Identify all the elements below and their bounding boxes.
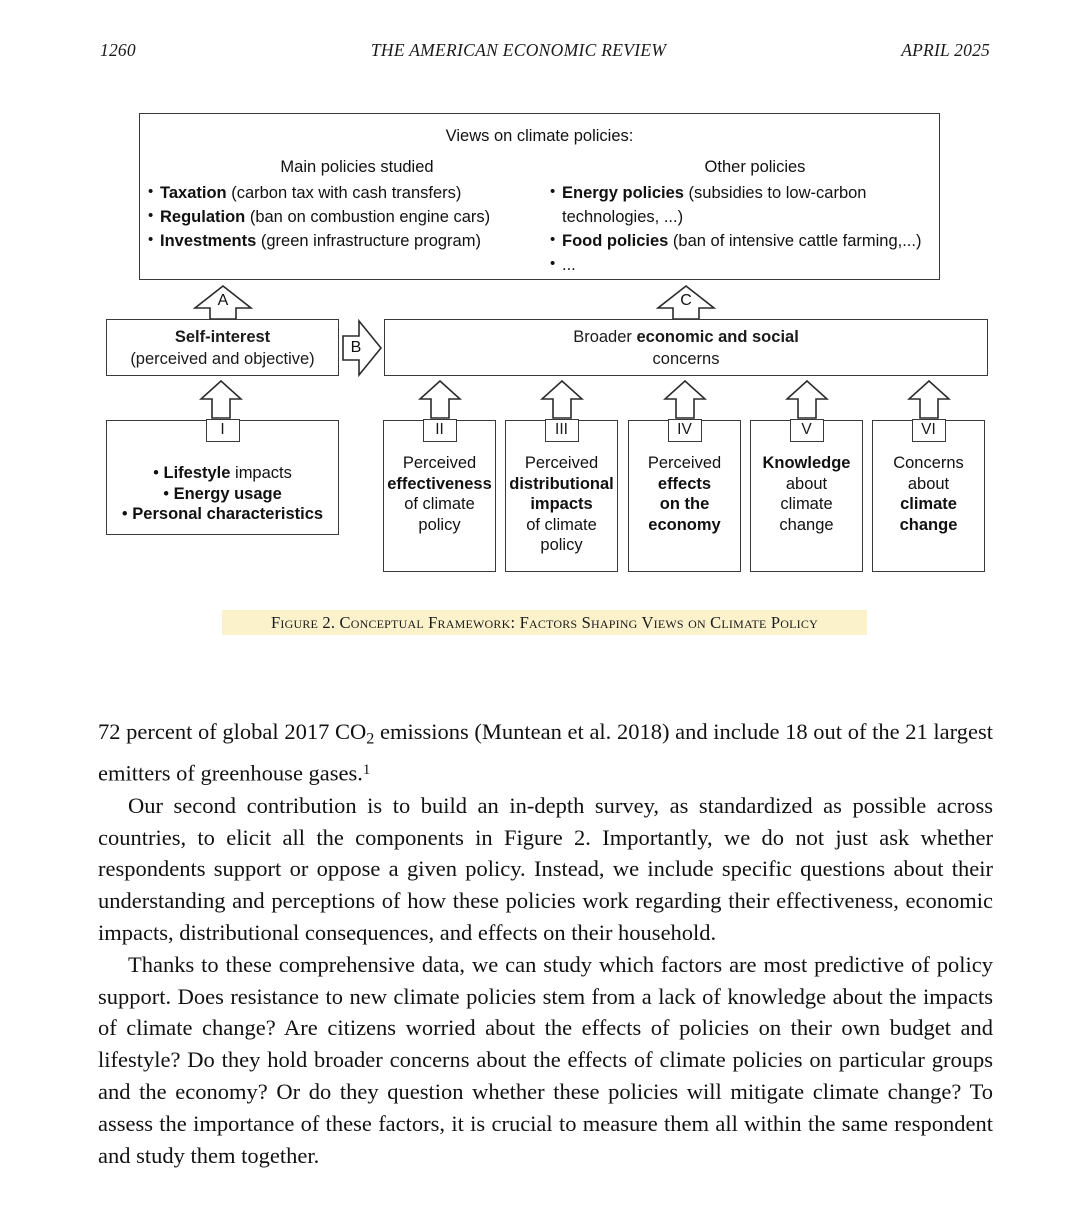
factor-box-i (106, 420, 339, 535)
factor-line (632, 515, 737, 536)
policy-item (148, 206, 528, 229)
policy-item (148, 182, 528, 205)
arrow-c-label: C (680, 292, 692, 309)
factor-line-text: policy (540, 536, 583, 554)
factor-line-bold: effectiveness (387, 474, 492, 493)
factor-body-i (110, 463, 335, 525)
factor-line-text: of climate (404, 495, 475, 513)
up-arrow-box1 (199, 379, 243, 419)
policy-item (550, 254, 940, 277)
factor-line-text: climate (780, 495, 833, 513)
bullet-icon: • (148, 207, 154, 224)
factor-line (110, 463, 335, 484)
factor-line-bold: change (899, 515, 958, 534)
factor-line-text: policy (418, 515, 461, 534)
policy-item-name: Investments (160, 232, 257, 250)
arrow-b-label: B (350, 339, 362, 356)
up-arrow-box6 (907, 379, 951, 419)
factor-line (110, 504, 335, 525)
other-policies-heading: Other policies (704, 158, 806, 176)
factor-line-text: impacts (230, 464, 292, 482)
bullet-icon: • (550, 231, 556, 248)
factor-line-bold: impacts (530, 495, 593, 513)
factor-line-text: Concerns (893, 454, 964, 472)
paragraph: Our second contribution is to build an in-depth survey, as standardized as possible across countries, to elicit all the components in Figure 2. Importantly, we do not just ask whether respondents support or oppose a given policy. Instead, we include specific questions about their understanding and perceptions of how these policies work regarding their effectiveness, economic impacts, distributional consequences, and effects on their household. (98, 792, 993, 945)
factor-line (876, 453, 981, 474)
main-policies-heading: Main policies studied (280, 158, 434, 176)
policy-item (148, 230, 528, 253)
policy-item-detail: (ban of intensive cattle farming,...) (668, 232, 922, 250)
factor-tag-i: I (206, 419, 240, 442)
factor-line-text: Perceived (647, 454, 722, 472)
factor-line-text: Perceived (402, 454, 477, 472)
up-arrow-box5 (785, 379, 829, 419)
factor-line (387, 453, 492, 474)
factor-box-ii (383, 420, 496, 572)
policy-item (550, 182, 940, 205)
factor-tag-iii: III (545, 419, 579, 442)
factor-line-text: change (779, 515, 834, 534)
main-policies-list (148, 182, 528, 254)
policy-item-detail: (green infrastructure program) (256, 232, 481, 250)
factor-line (509, 474, 614, 495)
factor-line (110, 484, 335, 505)
policy-item-name: Regulation (160, 208, 246, 226)
factor-line (632, 494, 737, 515)
factor-line (509, 494, 614, 515)
factor-line (876, 494, 981, 515)
views-on-climate-policies-box (139, 113, 940, 280)
broader-concerns-bold: economic and social (636, 328, 799, 346)
bullet-icon: • (550, 183, 556, 200)
factor-line (632, 474, 737, 495)
factor-body-vi (876, 453, 981, 535)
factor-line-bold: effects (657, 474, 712, 493)
factor-body-iii (509, 453, 614, 556)
up-arrow-box2 (418, 379, 462, 419)
broader-concerns-line2: concerns (652, 350, 720, 368)
bullet-icon: • (550, 255, 556, 272)
factor-line-bold: Personal characteristics (132, 505, 324, 523)
factor-line (387, 474, 492, 495)
arrow-a-label: A (217, 292, 229, 309)
factor-line (387, 515, 492, 536)
broader-concerns-normal: Broader (573, 328, 637, 346)
top-box-title: Views on climate policies: (445, 127, 634, 145)
factor-line-bold: Knowledge (762, 454, 851, 472)
other-policies-list (550, 182, 940, 278)
factor-line-bold: distributional (509, 474, 614, 493)
issue-date: APRIL 2025 (901, 39, 990, 60)
self-interest-box (106, 319, 339, 376)
arrow-c (655, 284, 717, 320)
factor-line (754, 515, 859, 536)
factor-line-text: about (907, 474, 950, 493)
factor-line (876, 515, 981, 536)
factor-line (754, 494, 859, 515)
factor-body-iv (632, 453, 737, 535)
up-arrow-box3 (540, 379, 584, 419)
factor-line (754, 453, 859, 474)
bullet-icon: • (153, 464, 164, 482)
factor-line (509, 515, 614, 536)
broader-concerns-line1 (385, 328, 987, 347)
policy-item-name: Food policies (562, 232, 669, 250)
figure-caption: Figure 2. Conceptual Framework: Factors Shaping Views on Climate Policy (222, 610, 867, 635)
bullet-icon: • (148, 183, 154, 200)
page-number: 1260 (100, 39, 136, 60)
bullet-icon: • (121, 505, 133, 523)
factor-line-bold: Lifestyle (163, 464, 231, 482)
factor-line-text: Perceived (524, 454, 599, 472)
bullet-icon: • (163, 484, 174, 503)
factor-box-iv (628, 420, 741, 572)
factor-line (632, 453, 737, 474)
arrow-a (192, 284, 254, 320)
factor-line-bold: economy (648, 515, 721, 534)
factor-body-ii (387, 453, 492, 535)
factor-line-text: about (785, 474, 828, 493)
policy-item-detail: ... (562, 256, 576, 274)
policy-item-name: Taxation (160, 184, 227, 202)
policy-item (550, 230, 940, 253)
policy-item-detail: (subsidies to low-carbon (683, 184, 867, 202)
factor-box-vi (872, 420, 985, 572)
arrow-b (341, 318, 383, 378)
policy-item-detail: (carbon tax with cash transfers) (226, 184, 462, 202)
journal-title: THE AMERICAN ECONOMIC REVIEW (370, 39, 667, 60)
factor-line-text: of climate (526, 515, 597, 534)
factor-tag-iv: IV (668, 419, 702, 442)
policy-item-detail: (ban on combustion engine cars) (245, 208, 491, 226)
factor-line (754, 474, 859, 495)
factor-tag-vi: VI (912, 419, 946, 442)
policy-item-name: Energy policies (562, 184, 684, 202)
self-interest-title: Self-interest (174, 328, 271, 346)
policy-item (550, 206, 940, 229)
factor-tag-ii: II (423, 419, 457, 442)
bullet-icon: • (148, 231, 154, 248)
paragraph: 72 percent of global 2017 $CO_2$ emissions (Muntean et al. 2018) and include 18 out of the 21 largest emitters of greenhouse gases.$^1$ (98, 719, 993, 786)
factor-body-v (754, 453, 859, 535)
factor-box-iii (505, 420, 618, 572)
paragraph: Thanks to these comprehensive data, we can study which factors are most predictive of policy support. Does resistance to new climate policies stem from a lack of knowledge about the impacts of climate change? Are citizens worried about the effects of policies on their own budget and lifestyle? Do they hold broader concerns about the effects of climate policies on particular groups and the economy? Or do they question whether these policies will mitigate climate change? To assess the importance of these factors, it is crucial to measure them all within the same respondent and study them together. (98, 951, 993, 1168)
factor-tag-v: V (790, 419, 824, 442)
self-interest-subtitle: (perceived and objective) (130, 350, 315, 368)
factor-line-bold: Energy usage (173, 484, 282, 503)
factor-line (509, 453, 614, 474)
factor-box-v (750, 420, 863, 572)
factor-line (387, 494, 492, 515)
up-arrow-box4 (663, 379, 707, 419)
broader-concerns-box (384, 319, 988, 376)
factor-line (509, 535, 614, 556)
factor-line (876, 474, 981, 495)
policy-item-detail: technologies, ...) (562, 208, 684, 226)
factor-line-bold: on the (659, 495, 710, 513)
factor-line-bold: climate (900, 495, 957, 513)
body-text (98, 716, 993, 1171)
